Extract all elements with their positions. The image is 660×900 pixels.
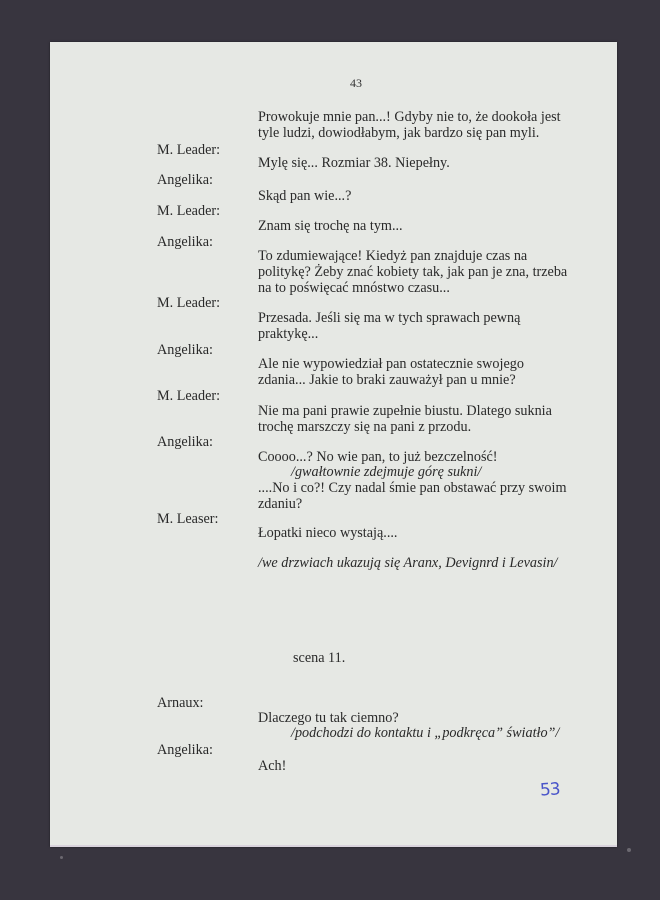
speaker-label: Angelika: — [157, 234, 213, 250]
speaker-label: Angelika: — [157, 434, 213, 450]
dialogue-line: Dlaczego tu tak ciemno? — [258, 710, 399, 726]
stage-direction: /gwałtownie zdejmuje górę sukni/ — [291, 464, 482, 480]
dialogue-line: Skąd pan wie...? — [258, 188, 352, 204]
dialogue-line: Łopatki nieco wystają.... — [258, 525, 398, 541]
speaker-label: Angelika: — [157, 172, 213, 188]
dialogue-line: ....No i co?! Czy nadal śmie pan obstawać przy swoim — [258, 480, 567, 496]
scene-heading: scena 11. — [293, 650, 346, 666]
document-page — [50, 42, 617, 847]
stage-direction: /podchodzi do kontaktu i „podkręca” światło”/ — [291, 725, 560, 741]
dialogue-line: Przesada. Jeśli się ma w tych sprawach pewną — [258, 310, 521, 326]
speaker-label: M. Leader: — [157, 203, 221, 219]
dialogue-line: Ach! — [258, 758, 287, 774]
speaker-label: Arnaux: — [157, 695, 204, 711]
speaker-label: Angelika: — [157, 742, 213, 758]
dialogue-line: tyle ludzi, dowiodłabym, jak bardzo się pan myli. — [258, 125, 540, 141]
dialogue-line: Prowokuje mnie pan...! Gdyby nie to, że dookoła jest — [258, 109, 561, 125]
dialogue-line: politykę? Żeby znać kobiety tak, jak pan je zna, trzeba — [258, 264, 568, 280]
dialogue-line: trochę marszczy się na pani z przodu. — [258, 419, 472, 435]
dust-speck — [60, 856, 63, 859]
dialogue-line: Znam się trochę na tym... — [258, 218, 403, 234]
dialogue-line: To zdumiewające! Kiedyż pan znajduje czas na — [258, 248, 528, 264]
speaker-label: M. Leaser: — [157, 511, 219, 527]
dialogue-line: Mylę się... Rozmiar 38. Niepełny. — [258, 155, 450, 171]
dialogue-line: na to poświęcać mnóstwo czasu... — [258, 280, 450, 296]
page-number: 43 — [350, 76, 362, 90]
stage-direction: /we drzwiach ukazują się Aranx, Devignrd i Levasin/ — [258, 555, 558, 571]
dialogue-line: zdaniu? — [258, 496, 303, 512]
speaker-label: Angelika: — [157, 342, 213, 358]
dialogue-line: Nie ma pani prawie zupełnie biustu. Dlatego suknia — [258, 403, 552, 419]
speaker-label: M. Leader: — [157, 388, 221, 404]
dialogue-line: zdania... Jakie to braki zauważył pan u mnie? — [258, 372, 516, 388]
handwritten-page-number: 53 — [539, 779, 561, 801]
dialogue-line: Ale nie wypowiedział pan ostatecznie swojego — [258, 356, 524, 372]
dust-speck — [627, 848, 631, 852]
dialogue-line: Coooo...? No wie pan, to już bezczelność! — [258, 449, 498, 465]
speaker-label: M. Leader: — [157, 295, 221, 311]
dialogue-line: praktykę... — [258, 326, 319, 342]
speaker-label: M. Leader: — [157, 142, 221, 158]
